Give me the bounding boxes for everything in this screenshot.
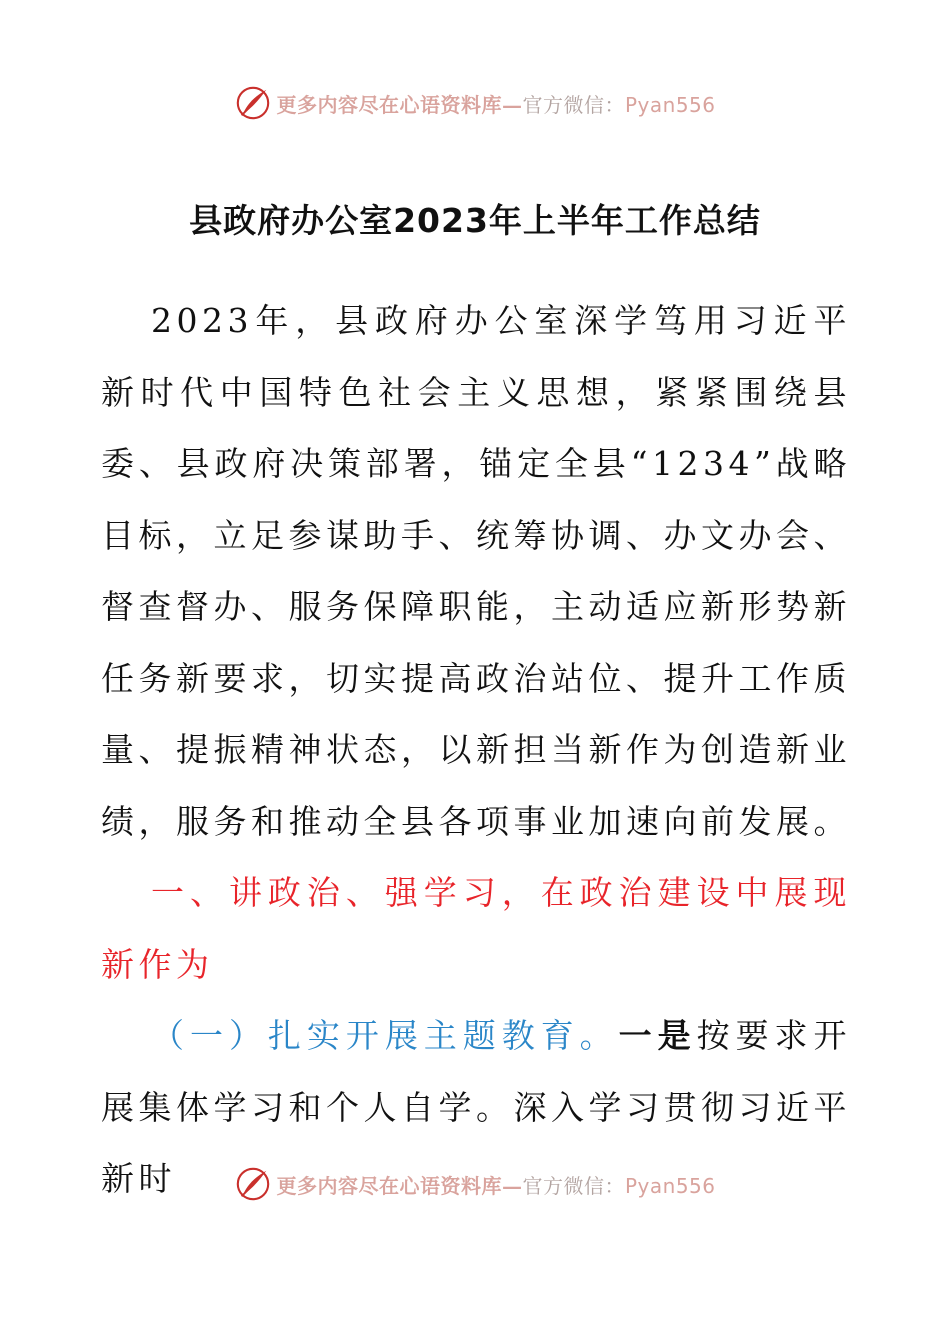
banner-wechat-label: 官方微信： xyxy=(522,92,625,117)
intro-paragraph: 2023年，县政府办公室深学笃用习近平新时代中国特色社会主义思想，紧紧围绕县委、县政府决策部署，锚定全县“1234”战略目标，立足参谋助手、统筹协调、办文办会、督查督办、服务保障职能，主动适应新形势新任务新要求，切实提高政治站位、提升工作质量、提振精神状态，以新担当新作为创造新业绩，服务和推动全县各项事业加速向前发展。 xyxy=(101,301,851,841)
banner-main-text: 更多内容尽在心语资料库— xyxy=(276,1173,523,1198)
document-body xyxy=(101,285,851,1215)
quill-logo-icon xyxy=(234,1165,272,1203)
subsection-heading: （一）扎实开展主题教育。 xyxy=(151,1016,619,1055)
banner-wechat-id: Pyan556 xyxy=(624,92,716,117)
section-heading: 一、讲政治、强学习，在政治建设中展现新作为 xyxy=(101,873,851,984)
banner-wechat-id: Pyan556 xyxy=(624,1173,716,1198)
banner-main-text: 更多内容尽在心语资料库— xyxy=(276,92,523,117)
footer-watermark-banner xyxy=(0,1162,950,1206)
quill-logo-icon xyxy=(234,84,272,122)
subsection-lead: 一是 xyxy=(618,1016,697,1055)
banner-wechat-label: 官方微信： xyxy=(522,1173,625,1198)
header-watermark-banner xyxy=(0,81,950,125)
subsection-text: 按要求开展集体学习和个人自学。深入学习贯彻习近平新时 xyxy=(101,1016,852,1198)
document-title: 县政府办公室2023年上半年工作总结 xyxy=(189,201,761,240)
